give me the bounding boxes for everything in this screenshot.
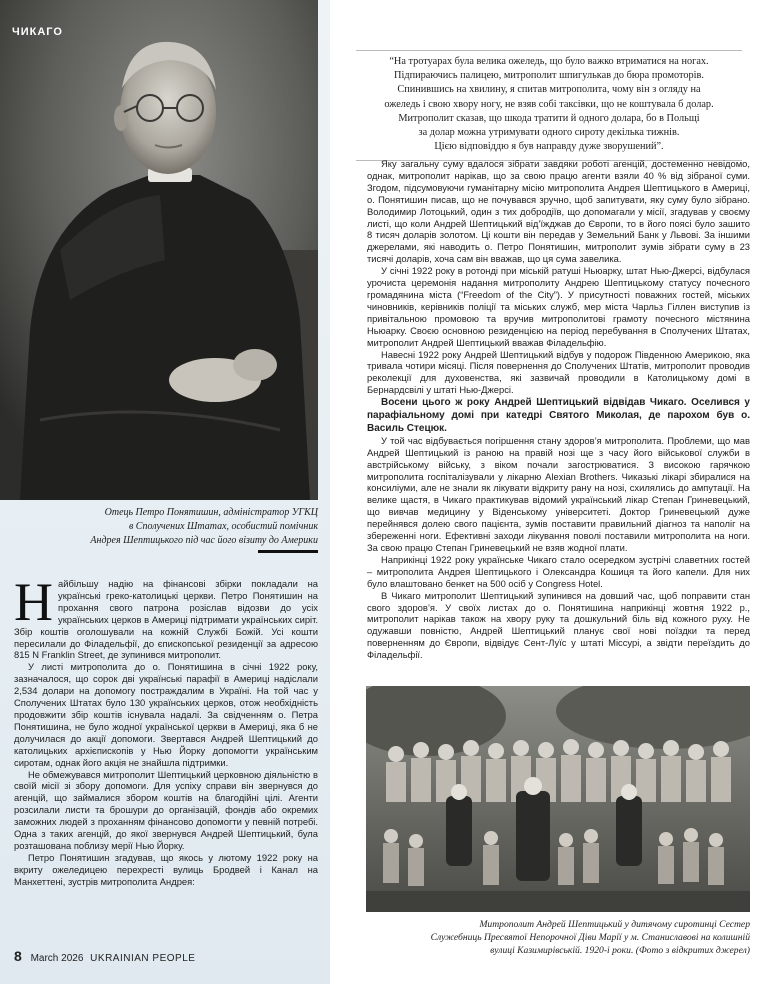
article-lead-paragraph [367,396,750,435]
drop-cap: Н [14,572,53,632]
quote-line: Спинившись на хвилину, я спитав митрополита, чому він з огляду на [397,84,701,96]
quote-line: “На тротуарах була велика ожеледь, що було важко втриматися на ногах. [389,56,709,67]
article-paragraph: У той час відбувається погіршення стану здоров’я митрополита. Проблеми, що мав Андрей Шептицький із раною на правій нозі ще з часу його військової служби в австрійському війську, з віком почали загострюватися. З високою гарячкою митрополита госпіталізували у лікарню Alexian Brothers. Чиказькі лікарі збиралися на консиліуми, але не знали як лікувати відкриту рану на нозі, схилялись до ампутації. На велике щастя, в Чикаго практикував відомий український лікар Степан Гриневецький, що вивчав медицину у Віденському університеті. Доктор Гриневецький дуже перейнявся долею свого пацієнта, зумів поставити правильний діагноз та наполіг на збереженні ноги. Ефективні заходи лікування поволі поставили митрополита на ноги. За свою працю Степан Гриневецький не взяв жодної плати. [367,434,750,553]
quote-line: Підпираючись палицею, митрополит шпигулькав до бюра промоторів. [394,70,704,82]
article-paragraph: Не обмежувався митрополит Шептицький церковною діяльністю в своїй місії зі збору допомоги. Для успіху справи він звернувся до агенцій, що займалися збором коштів на благодійні цілі. Агенти розсилали листи та брошури до організацій, фондів або окремих заможних людей з проханням фінансово допомогти у певній потребі. Одна з таких агенцій, до якої звернувся Андрей Шептицький, була розташована поблизу мерії Нью Йорку. [14,768,318,851]
article-paragraph: Яку загальну суму вдалося зібрати завдяки роботі агенцій, достеменно невідомо, однак, митрополит нарікав, що за свою працю агенти взяли 40 % від зібраної суми. Згодом, підсумовуючи гуманітарну місію митрополита Андрея Шептицького в Америці, о. Понятишин писав, що не почувався зручно, щоб запитувати, яку суму було зібрано. Володимир Лотоцький, один з тих добродіїв, що допомагали у місії, згадував у своєму листі, що коли Андрей Шептицький від’їжджав до Європи, то в його поясі було зашито 8 тисяч доларів золотом. Ці кошти він передав у Земельний Банк у Львові. За іншими джерелами, які наводить о. Петро Понятишин, митрополит зумів зібрати суму в 23 тисячі доларів, хоча сам він вважав, що ця сума завелика. [367,158,750,265]
quote-line: Митрополит сказав, що шкода тратити й одного долара, бо в Польщі [398,112,700,124]
caption-line: вулиці Казимирівській. 1920-і роки. (Фото з відкритих джерел) [490,945,750,956]
magazine-name: UKRAINIAN PEOPLE [90,953,196,964]
quote-line: ожеледь і свою хвору ногу, не взяв собі таксівки, що не коштувала б долар. [384,98,714,110]
group-photo-caption [366,918,750,957]
page-number: 8 [14,948,22,964]
article-paragraph: Петро Понятишин згадував, що якось у лютому 1922 року на вкриту ожеледицею перехресті вулиць Бродвей і Канал на Манхеттені, зустрів митрополита Андрея: [14,851,318,887]
paragraph-text: айбільшу надію на фінансові збірки покладали на українські греко-католицькі церкви. Петро Понятишин на прохання свого патрона розіслав відозви до усіх українських церков в Америці підтримати українських сиріт. Збір коштів оголошували на кожній Службі Божій. Усі кошти пересилали до Філадельфії, до єпископської резиденції за адресою 815 N Franklin Street, де зупинився митрополит. [14,578,318,661]
left-article-column [14,572,318,888]
article-paragraph: В Чикаго митрополит Шептицький зупинився на довший час, щоб поправити стан свого здоров’я. У своїх листах до о. Понятишина наприкінці жовтня 1922 р., митрополит нарікав також на хвору руку та дошкульний біль від кожного руху. Не одужавши повністю, Андрей Шептицький планує свої нові поїздки та перед поверненням до Європи, відвідує Сент-Луїс у штаті Міссурі, а звідти переїздить до Філадельфії. [367,589,750,661]
caption-line: Андрея Шептицького під час його візиту до Америки [90,535,318,546]
quote-line: за долар можна утримувати одного сироту декілька тижнів. [418,127,680,139]
caption-line: в Сполучених Штатах, особистий помічник [128,521,318,532]
article-paragraph: Навесні 1922 року Андрей Шептицький відбув у подорож Південною Америкою, яка тривала чотири місяці. Після повернення до Сполучених Штатів, митрополит проводив реколекції для духовенства, які зазвичай проводили в Католицькому домі в Бернардсвілі у штаті Нью-Джерсі. [367,348,750,396]
article-paragraph: У листі митрополита до о. Понятишина в січні 1922 року, зазначалося, що сорок дві українські парафії в Америці надіслали 2,534 долари на допомогу постраждалим в Україні. На той час у Сполучених Штатах було 130 українських церков, отож необхідність продовжити збір коштів існувала надалі. За свідченням о. Петра Понятишина, не було жодної української церкви в Америці, яка б не долучилася до акції допомоги. Звертався Андрей Шептицький до католицьких архієпископів у Нью Йорку допомогти українським сиротам, однак його акція не знайшла підтримки. [14,661,318,768]
issue-date: March 2026 [30,953,84,964]
page-footer [14,948,195,964]
portrait-photo [0,0,318,500]
caption-line: Служебниць Пресвятої Непорочної Діви Марії у м. Станиславові на колишній [430,932,750,943]
article-paragraph: Наприкінці 1922 року українське Чикаго стало осередком зустрічі славетних гостей – митрополита Андрея Шептицького і Олександра Кошиця та його капели. Для них було влаштовано бенкет на 500 осіб у Congress Hotel. [367,553,750,589]
portrait-caption [12,506,318,553]
orphanage-group-photo [366,686,750,912]
pull-quote [350,50,748,161]
article-paragraph [14,572,318,661]
quote-top-rule [356,50,742,51]
group-photo-drawing [366,686,750,912]
caption-line: Отець Петро Понятишин, адміністратор УГКЦ [104,507,318,518]
article-paragraph: У січні 1922 року в ротонді при міській ратуші Ньюарку, штат Нью-Джерсі, відбулася урочиста церемонія надання митрополиту Андрею Шептицькому статусу почесного громадянина міста (“Freedom of the City”). У присутності поважних гостей, міських чиновників, керівників поліції та міських служб, мер міста Чарльз Гіллен виступив із привітальною промовою та вручив митрополитові грамоту почесного містянина Ньюарку. Своєю основною резиденцією на період перебування в Сполучених Штатах, митрополит Андрей Шептицький вважав Філадельфію. [367,265,750,348]
right-article-column [367,158,750,661]
portrait-photo-drawing [0,0,318,500]
quote-line: Цією відповіддю я був направду дуже зворушений”. [434,141,664,153]
lead-text: Восени цього ж року Андрей Шептицький відвідав Чикаго. Оселився у парафіальному домі при катедрі Святого Миколая, де парохом був о. Василь Стецюк. [367,397,750,434]
caption-rule [258,550,318,553]
caption-line: Митрополит Андрей Шептицький у дитячому сиротинці Сестер [479,919,750,930]
section-label: ЧИКАГО [12,26,63,38]
